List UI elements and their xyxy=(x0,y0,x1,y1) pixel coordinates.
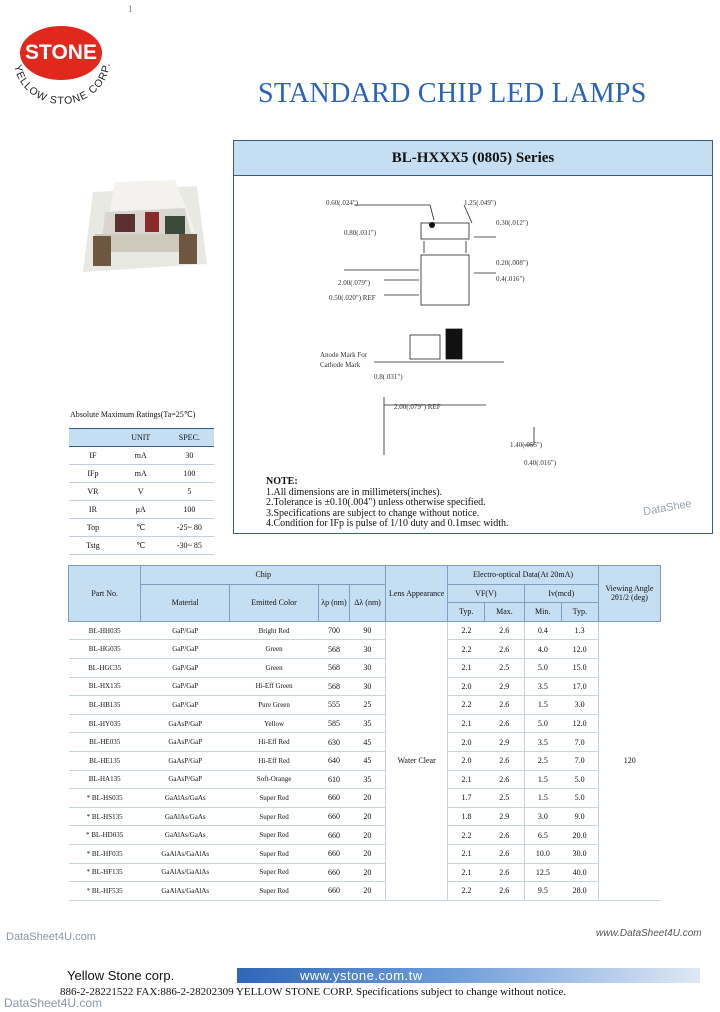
cell: 20 xyxy=(349,826,385,845)
cell: Green xyxy=(230,640,319,659)
cell: 568 xyxy=(319,640,350,659)
cell: ℃ xyxy=(136,541,146,550)
cell: 30.0 xyxy=(561,844,598,863)
cell: 610 xyxy=(319,770,350,789)
dim-label: 0.80(.031") xyxy=(344,229,377,237)
cell: 2.6 xyxy=(485,770,524,789)
cell: 2.6 xyxy=(485,696,524,715)
cell: 2.0 xyxy=(448,733,485,752)
cell: 20 xyxy=(349,882,385,901)
table-row xyxy=(69,658,661,677)
cell: Tstg xyxy=(86,541,100,550)
cell: IF xyxy=(89,451,97,460)
cell: 9.0 xyxy=(561,807,598,826)
table-row xyxy=(69,882,661,901)
cell: 660 xyxy=(319,807,350,826)
cell: GaAlAs/GaAs xyxy=(141,789,230,808)
column-header xyxy=(69,429,117,447)
column-header: Part No. xyxy=(69,566,141,622)
table-row xyxy=(69,621,661,640)
table-row xyxy=(69,501,214,519)
table-row xyxy=(69,640,661,659)
note-line: 3.Specifications are subject to change without notice. xyxy=(266,507,480,519)
cell: 660 xyxy=(319,882,350,901)
watermark-bottom: DataSheet4U.com xyxy=(4,996,103,1010)
cell: 2.2 xyxy=(448,882,485,901)
cell: Hi-Eff Green xyxy=(230,677,319,696)
cell: 2.5 xyxy=(485,789,524,808)
cell: 9.5 xyxy=(524,882,561,901)
cell: * BL-HS135 xyxy=(69,807,141,826)
cell: 4.0 xyxy=(524,640,561,659)
watermark-side: DataShee xyxy=(642,497,693,519)
cell: 1.7 xyxy=(448,789,485,808)
cell: 3.0 xyxy=(561,696,598,715)
cell: VR xyxy=(87,487,99,496)
cell: 7.0 xyxy=(561,733,598,752)
table-row xyxy=(69,714,661,733)
cell: 1.3 xyxy=(561,621,598,640)
cell: 2.2 xyxy=(448,826,485,845)
cell: 90 xyxy=(349,621,385,640)
cell: Top xyxy=(86,523,100,532)
cell: 45 xyxy=(349,733,385,752)
table-row xyxy=(69,844,661,863)
cell: BL-HE135 xyxy=(69,751,141,770)
cell: Super Red xyxy=(230,863,319,882)
table-row xyxy=(69,537,214,555)
viewing-angle-cell: 120 xyxy=(598,621,660,900)
cell: 2.9 xyxy=(485,677,524,696)
cell: 630 xyxy=(319,733,350,752)
cell: 35 xyxy=(349,714,385,733)
dim-label: 0.60(.024") xyxy=(326,199,359,207)
spec-table xyxy=(68,565,661,901)
dim-label: 0.30(.012") xyxy=(496,219,529,227)
column-header: SPEC. xyxy=(165,429,214,447)
cell: Hi-Eff Red xyxy=(230,733,319,752)
logo-ring-text: YELLOW STONE CORP. xyxy=(11,61,113,108)
cell: 20 xyxy=(349,807,385,826)
logo-brand: STONE xyxy=(25,41,97,64)
dim-label: 0.4(.016") xyxy=(496,275,525,283)
cell: BL-HX135 xyxy=(69,677,141,696)
product-photo xyxy=(75,172,215,284)
cell: GaP/GaP xyxy=(141,677,230,696)
cell: 1.8 xyxy=(448,807,485,826)
cell: BL-HY035 xyxy=(69,714,141,733)
cell: GaAsP/GaP xyxy=(141,770,230,789)
cell: 585 xyxy=(319,714,350,733)
cell: GaAlAs/GaAs xyxy=(141,826,230,845)
contact-line: 886-2-28221522 FAX:886-2-28202309 YELLOW STONE CORP. Specifications subject to change without notice. xyxy=(60,986,567,998)
cell: 45 xyxy=(349,751,385,770)
cell: 10.0 xyxy=(524,844,561,863)
note-line: 4.Condition for IFp is pulse of 1/10 duty and 0.1msec width. xyxy=(266,518,509,529)
cell: 7.0 xyxy=(561,751,598,770)
cell: 3.0 xyxy=(524,807,561,826)
cell: Super Red xyxy=(230,882,319,901)
cell: 2.5 xyxy=(485,658,524,677)
cell: 20.0 xyxy=(561,826,598,845)
cell: 12.5 xyxy=(524,863,561,882)
cell: * BL-HF035 xyxy=(69,844,141,863)
cell: 2.2 xyxy=(448,640,485,659)
cell: 20 xyxy=(349,844,385,863)
cell: 660 xyxy=(319,789,350,808)
table-header-row xyxy=(69,584,661,603)
table-row xyxy=(69,696,661,715)
company-url[interactable]: www.ystone.com.tw xyxy=(300,968,423,983)
dim-label: 0.20(.008") xyxy=(496,259,529,267)
cell: 0.4 xyxy=(524,621,561,640)
cell: 30 xyxy=(349,640,385,659)
cell: 28.0 xyxy=(561,882,598,901)
page-title: STANDARD CHIP LED LAMPS xyxy=(258,78,647,109)
cell: 2.6 xyxy=(485,621,524,640)
cell: GaAlAs/GaAlAs xyxy=(141,882,230,901)
cell: mA xyxy=(134,469,147,478)
cell: 2.6 xyxy=(485,863,524,882)
cell: 2.6 xyxy=(485,826,524,845)
cell: * BL-HF135 xyxy=(69,863,141,882)
cell: 5.0 xyxy=(561,789,598,808)
cell: 30 xyxy=(349,677,385,696)
company-logo xyxy=(8,8,120,108)
cell: ℃ xyxy=(136,523,146,532)
table-row xyxy=(69,863,661,882)
cell: Soft-Orange xyxy=(230,770,319,789)
cell: 1.5 xyxy=(524,789,561,808)
table-row xyxy=(69,483,214,501)
cell: Pure Green xyxy=(230,696,319,715)
column-header: Chip xyxy=(141,566,386,585)
cell: 30 xyxy=(349,658,385,677)
dim-label: 0.50(.020") REF xyxy=(329,294,376,302)
cell: 30 xyxy=(185,451,194,460)
column-header: Typ. xyxy=(561,603,598,622)
cell: Bright Red xyxy=(230,621,319,640)
dim-label: 2.00(.079") xyxy=(338,279,371,287)
cell: GaAsP/GaP xyxy=(141,733,230,752)
cell: GaP/GaP xyxy=(141,696,230,715)
cell: * BL-HF535 xyxy=(69,882,141,901)
cell: μA xyxy=(135,505,146,514)
cell: GaAlAs/GaAs xyxy=(141,807,230,826)
cell: 2.0 xyxy=(448,751,485,770)
cell: 12.0 xyxy=(561,714,598,733)
cell: 100 xyxy=(183,505,196,514)
watermark-left: DataSheet4U.com xyxy=(6,931,96,943)
column-header: Max. xyxy=(485,603,524,622)
cell: 2.1 xyxy=(448,863,485,882)
column-header: Lens Appearance xyxy=(386,566,448,622)
table-row xyxy=(69,807,661,826)
cell: 20 xyxy=(349,789,385,808)
cell: * BL-HS035 xyxy=(69,789,141,808)
table-row xyxy=(69,677,661,696)
table-row xyxy=(69,770,661,789)
dim-label: Cathode Mark xyxy=(320,361,361,369)
cell: 3.5 xyxy=(524,677,561,696)
column-header: UNIT xyxy=(117,429,165,447)
cell: 555 xyxy=(319,696,350,715)
table-row xyxy=(69,789,661,808)
dim-label: 1.40(.055") xyxy=(510,441,543,449)
cell: BL-HA135 xyxy=(69,770,141,789)
cell: Hi-Eff Red xyxy=(230,751,319,770)
cell: -25~ 80 xyxy=(176,523,202,532)
column-header: λp (nm) xyxy=(319,584,350,621)
cell: IFp xyxy=(87,469,99,478)
cell: 6.5 xyxy=(524,826,561,845)
cell: 5.0 xyxy=(524,714,561,733)
cell: Super Red xyxy=(230,807,319,826)
cell: 3.5 xyxy=(524,733,561,752)
cell: * BL-HD035 xyxy=(69,826,141,845)
cell: Yellow xyxy=(230,714,319,733)
cell: BL-HGC35 xyxy=(69,658,141,677)
cell: 1.5 xyxy=(524,770,561,789)
column-header: Iv(mcd) xyxy=(524,584,598,603)
cell: BL-HE035 xyxy=(69,733,141,752)
cell: GaAsP/GaP xyxy=(141,751,230,770)
cell: 660 xyxy=(319,826,350,845)
cell: 2.5 xyxy=(524,751,561,770)
cell: BL-HH035 xyxy=(69,621,141,640)
cell: 12.0 xyxy=(561,640,598,659)
cell: 17.0 xyxy=(561,677,598,696)
cell: 660 xyxy=(319,863,350,882)
cell: Super Red xyxy=(230,789,319,808)
table-header-row xyxy=(69,429,214,447)
cell: 568 xyxy=(319,658,350,677)
cell: V xyxy=(137,487,144,496)
cell: 2.6 xyxy=(485,714,524,733)
table-row xyxy=(69,447,214,465)
cell: Super Red xyxy=(230,844,319,863)
cell: 2.6 xyxy=(485,751,524,770)
note-line: 1.All dimensions are in millimeters(inches). xyxy=(266,486,443,498)
cell: 25 xyxy=(349,696,385,715)
dim-label: Anode Mark For xyxy=(320,351,368,359)
series-box xyxy=(233,140,713,534)
table-row xyxy=(69,733,661,752)
cell: Green xyxy=(230,658,319,677)
column-header: Min. xyxy=(524,603,561,622)
column-header: Emitted Color xyxy=(230,584,319,621)
notes xyxy=(266,477,509,530)
cell: 640 xyxy=(319,751,350,770)
abs-max-title: Absolute Maximum Ratings(Ta=25℃) xyxy=(70,410,196,419)
cell: 5.0 xyxy=(524,658,561,677)
table-row xyxy=(69,519,214,537)
dim-label: 2.00(.079") REF xyxy=(394,403,441,411)
cell: 5 xyxy=(187,487,192,496)
table-row xyxy=(69,751,661,770)
table-row xyxy=(69,465,214,483)
cell: 2.9 xyxy=(485,733,524,752)
column-header: Viewing Angle 2θ1/2 (deg) xyxy=(598,566,660,622)
cell: 2.6 xyxy=(485,882,524,901)
cell: BL-HG035 xyxy=(69,640,141,659)
cell: 15.0 xyxy=(561,658,598,677)
cell: 2.2 xyxy=(448,621,485,640)
cell: GaAsP/GaP xyxy=(141,714,230,733)
company-name: Yellow Stone corp. xyxy=(67,968,175,983)
lens-cell: Water Clear xyxy=(386,621,448,900)
cell: 2.1 xyxy=(448,658,485,677)
cell: 660 xyxy=(319,844,350,863)
dim-label: 1.25(.049") xyxy=(464,199,497,207)
column-header: VF(V) xyxy=(448,584,524,603)
cell: 40.0 xyxy=(561,863,598,882)
cell: GaP/GaP xyxy=(141,640,230,659)
cell: GaP/GaP xyxy=(141,621,230,640)
cell: 35 xyxy=(349,770,385,789)
cell: BL-HB135 xyxy=(69,696,141,715)
cell: 2.9 xyxy=(485,807,524,826)
column-header: Typ. xyxy=(448,603,485,622)
cell: 2.6 xyxy=(485,844,524,863)
column-header: Δλ (nm) xyxy=(349,584,385,621)
cell: Super Red xyxy=(230,826,319,845)
series-title: BL-HXXX5 (0805) Series xyxy=(234,141,712,176)
cell: 568 xyxy=(319,677,350,696)
cell: GaAlAs/GaAlAs xyxy=(141,844,230,863)
column-header: Material xyxy=(141,584,230,621)
cell: 5.0 xyxy=(561,770,598,789)
cell: 2.6 xyxy=(485,640,524,659)
notes-heading: NOTE: xyxy=(266,476,298,487)
dim-label: 0.40(.016") xyxy=(524,459,557,467)
page-number: 1 xyxy=(128,4,133,14)
logo-oval xyxy=(20,26,102,80)
cell: -30~ 85 xyxy=(176,541,202,550)
cell: 100 xyxy=(183,469,196,478)
watermark-right: www.DataSheet4U.com xyxy=(596,928,702,939)
cell: mA xyxy=(134,451,147,460)
table-header-row xyxy=(69,566,661,585)
cell: 2.1 xyxy=(448,714,485,733)
cell: 20 xyxy=(349,863,385,882)
cell: 2.2 xyxy=(448,696,485,715)
table-row xyxy=(69,826,661,845)
cell: 2.1 xyxy=(448,844,485,863)
dimension-drawing xyxy=(234,175,710,475)
column-header: Electro-optical Data(At 20mA) xyxy=(448,566,599,585)
cell: 2.0 xyxy=(448,677,485,696)
cell: 2.1 xyxy=(448,770,485,789)
cell: GaP/GaP xyxy=(141,658,230,677)
abs-max-table xyxy=(69,428,214,555)
dim-label: 0.8(.031") xyxy=(374,373,403,381)
cell: 700 xyxy=(319,621,350,640)
cell: 1.5 xyxy=(524,696,561,715)
cell: IR xyxy=(88,505,97,514)
note-line: 2.Tolerance is ±0.10(.004") unless otherwise specified. xyxy=(266,497,486,508)
cell: GaAlAs/GaAlAs xyxy=(141,863,230,882)
